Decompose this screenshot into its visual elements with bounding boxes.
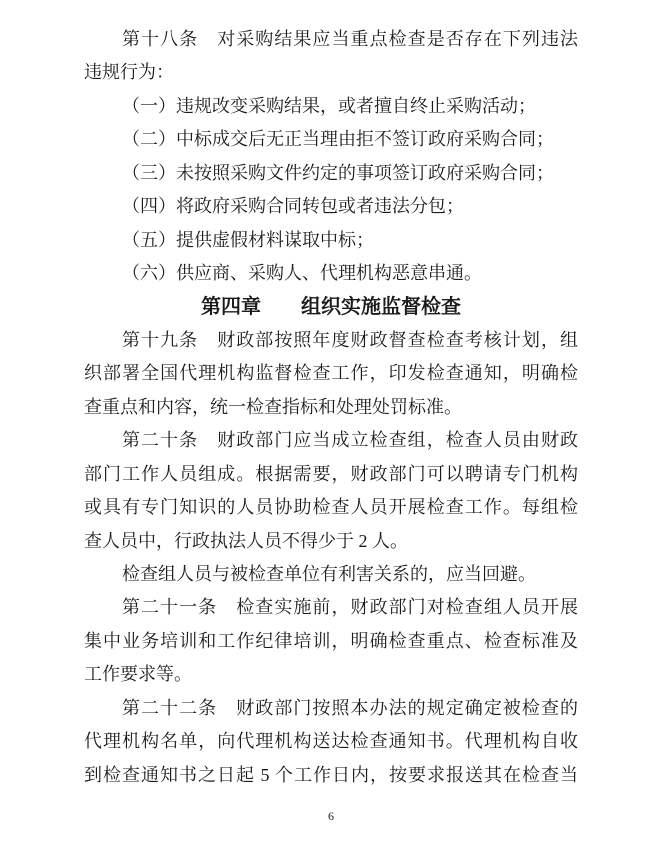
text-line: 第二十一条 检查实施前，财政部门对检查组人员开展 xyxy=(122,597,578,618)
document-content xyxy=(84,23,578,792)
text-line: 代理机构名单，向代理机构送达检查通知书。代理机构自收 xyxy=(84,731,578,752)
text-line: 违规行为： xyxy=(84,62,174,83)
text-line: （二）中标成交后无正当理由拒不签订政府采购合同； xyxy=(122,129,554,150)
text-line: 第二十条 财政部门应当成立检查组，检查人员由财政 xyxy=(122,430,578,451)
text-line: （五）提供虚假材料谋取中标； xyxy=(122,229,374,250)
text-line: 第十八条 对采购结果应当重点检查是否存在下列违法 xyxy=(122,29,578,49)
text-line: 第二十二条 财政部门按照本办法的规定确定被检查的 xyxy=(122,697,578,718)
text-line: 第十九条 财政部按照年度财政督查检查考核计划，组 xyxy=(122,329,578,350)
text-line: 检查组人员与被检查单位有利害关系的，应当回避。 xyxy=(122,564,536,584)
page-number: 6 xyxy=(328,809,334,823)
text-line: （三）未按照采购文件约定的事项签订政府采购合同； xyxy=(122,162,554,183)
text-line: 工作要求等。 xyxy=(84,664,192,685)
text-line: 集中业务培训和工作纪律培训，明确检查重点、检查标准及 xyxy=(84,630,578,651)
chapter-heading: 第四章 组织实施监督检查 xyxy=(201,295,461,318)
text-line: 查重点和内容，统一检查指标和处理处罚标准。 xyxy=(84,396,462,417)
text-line: 到检查通知书之日起 5 个工作日内，按要求报送其在检查当 xyxy=(84,764,578,785)
text-line: （四）将政府采购合同转包或者违法分包； xyxy=(122,196,464,217)
text-line: 部门工作人员组成。根据需要，财政部门可以聘请专门机构 xyxy=(84,463,578,484)
text-line: 或具有专门知识的人员协助检查人员开展检查工作。每组检 xyxy=(84,497,578,518)
text-line: （六）供应商、采购人、代理机构恶意串通。 xyxy=(122,263,482,284)
text-line: 查人员中，行政执法人员不得少于 2 人。 xyxy=(84,530,408,551)
text-line: 织部署全国代理机构监督检查工作，印发检查通知，明确检 xyxy=(84,363,578,384)
text-line: （一）违规改变采购结果，或者擅自终止采购活动； xyxy=(122,95,536,116)
